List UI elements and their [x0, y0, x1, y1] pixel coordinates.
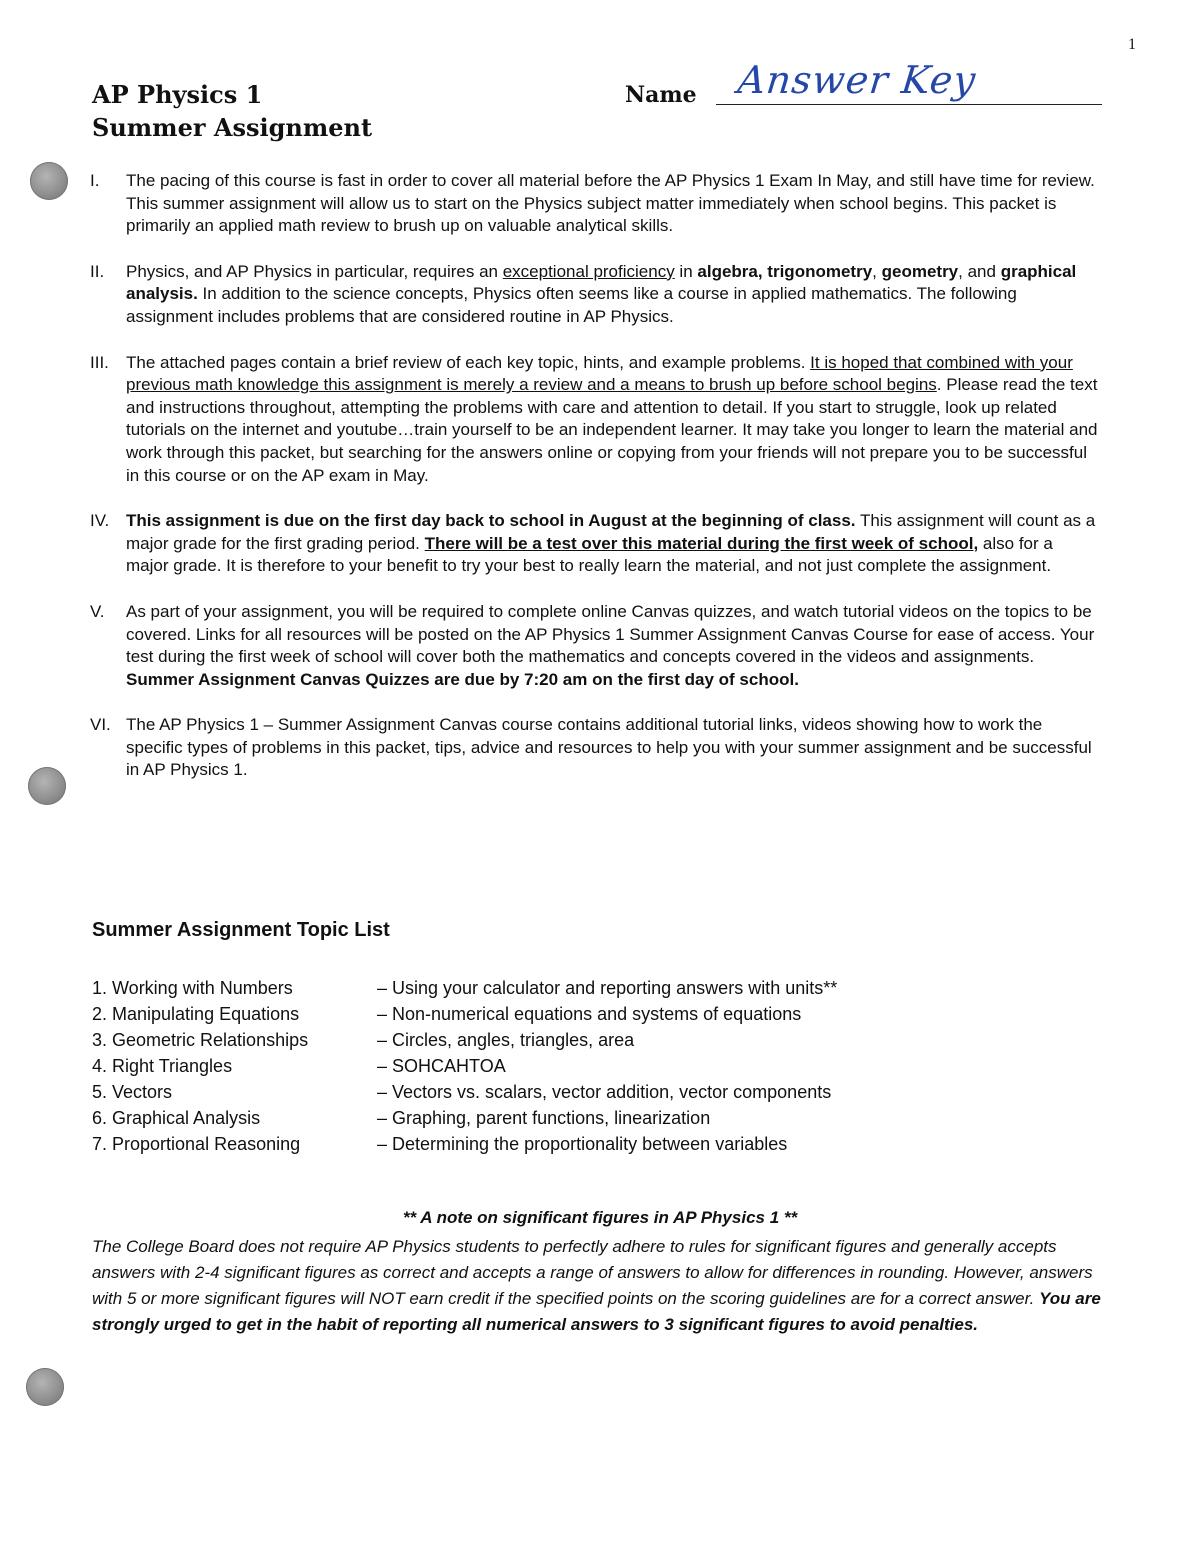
- topic-name: 5. Vectors: [92, 1082, 173, 1102]
- topic-row: [92, 1105, 992, 1131]
- topic-row: [92, 1027, 992, 1053]
- topic-row: [92, 1053, 992, 1079]
- roman-numeral: I.: [90, 171, 100, 190]
- intro-list: [80, 170, 1100, 805]
- intro-text: The AP Physics 1 – Summer Assignment Canvas course contains additional tutorial links, videos showing how to work the specific types of problems in this packet, tips, advice and resources to help you with your summer assignment and be successful in AP Physics 1.: [126, 715, 1092, 780]
- intro-item: [80, 601, 1100, 691]
- topic-description: – Determining the proportionality between variables: [377, 1134, 788, 1154]
- topic-description: – Circles, angles, triangles, area: [377, 1030, 635, 1050]
- topic-name: 4. Right Triangles: [92, 1056, 233, 1076]
- intro-item: [80, 714, 1100, 782]
- bold-phrase: This assignment is due on the first day back to school in August at the beginning of class.: [126, 511, 856, 531]
- intro-item: [80, 261, 1100, 329]
- roman-numeral: VI.: [90, 715, 111, 735]
- bold-phrase: Summer Assignment Canvas Quizzes are due by 7:20 am on the first day of school.: [126, 669, 799, 689]
- topic-list-heading: Summer Assignment Topic List: [92, 919, 390, 941]
- name-label: Name: [625, 82, 697, 108]
- roman-numeral: IV.: [90, 511, 110, 531]
- hole-punch: [26, 1368, 64, 1406]
- bold-phrase: graphical analysis.: [126, 261, 1077, 304]
- sig-fig-note-body: The College Board does not require AP Physics students to perfectly adhere to rules for significant figures and generally accepts answers with 2-4 significant figures as correct and accepts a range of answers to allow for differences in rounding. However, answers with 5 or more significant figures will NOT earn credit if the specified points on the scoring guidelines are for a correct answer. You are strongly urged to get in the habit of reporting all numerical answers to 3 significant figures to avoid penalties.: [92, 1237, 1101, 1334]
- intro-text: This assignment is due on the first day back to school in August at the beginning of class. This assignment will count as a major grade for the first grading period. There will be a test over this material during the first week of school, also for a major grade. It is therefore to your benefit to try your best to really learn the material, and not just complete the assignment.: [126, 511, 1096, 576]
- intro-text: As part of your assignment, you will be required to complete online Canvas quizzes, and watch tutorial videos on the topics to be covered. Links for all resources will be posted on the AP Physics 1 Summer Assignment Canvas Course for ease of access. Your test during the first week of school will cover both the mathematics and concepts covered in the videos and assignments. Summer Assignment Canvas Quizzes are due by 7:20 am on the first day of school.: [126, 601, 1095, 689]
- handwritten-name: Answer Key: [735, 58, 979, 102]
- underlined-phrase: exceptional proficiency: [502, 261, 675, 281]
- topic-name: 1. Working with Numbers: [92, 978, 293, 998]
- roman-numeral: II.: [90, 261, 105, 281]
- topic-name: 6. Graphical Analysis: [92, 1108, 261, 1128]
- topic-name: 7. Proportional Reasoning: [92, 1134, 301, 1154]
- intro-text: Physics, and AP Physics in particular, requires an exceptional proficiency in algebra, trigonometry, geometry, and graphical analysis. In addition to the science concepts, Physics often seems like a course in applied mathematics. The following assignment includes problems that are considered routine in AP Physics.: [126, 261, 1077, 326]
- topic-description: – Vectors vs. scalars, vector addition, vector components: [377, 1082, 832, 1102]
- hole-punch: [30, 162, 68, 200]
- topic-description: – SOHCAHTOA: [377, 1056, 506, 1076]
- topic-description: – Using your calculator and reporting answers with units**: [377, 978, 838, 998]
- topic-row: [92, 1001, 992, 1027]
- topic-name: 2. Manipulating Equations: [92, 1004, 300, 1024]
- topic-name: 3. Geometric Relationships: [92, 1030, 309, 1050]
- topic-description: – Graphing, parent functions, linearization: [377, 1108, 711, 1128]
- bold-phrase: geometry: [881, 261, 959, 281]
- roman-numeral: V.: [90, 601, 105, 621]
- name-underline: [716, 104, 1102, 105]
- intro-item: [80, 352, 1100, 488]
- underlined-phrase: It is hoped that combined with your previous math knowledge this assignment is merely a review and a means to brush up before school begins: [126, 352, 1073, 395]
- intro-item: [80, 510, 1100, 578]
- page-number: 1: [1128, 36, 1136, 53]
- bold-phrase: You are strongly urged to get in the habit of reporting all numerical answers to 3 significant figures to avoid penalties.: [92, 1289, 1101, 1334]
- topic-row: [92, 1079, 992, 1105]
- sig-fig-note-heading: ** A note on significant figures in AP Physics 1 **: [402, 1208, 798, 1227]
- bold-phrase: algebra, trigonometry: [697, 261, 873, 281]
- course-title: AP Physics 1: [92, 80, 263, 109]
- hole-punch: [28, 767, 66, 805]
- assignment-subtitle: Summer Assignment: [92, 113, 373, 142]
- topic-list: [92, 975, 992, 1157]
- title-block: [92, 78, 372, 144]
- roman-numeral: III.: [90, 352, 109, 372]
- topic-row: [92, 975, 992, 1001]
- topic-description: – Non-numerical equations and systems of equations: [377, 1004, 802, 1024]
- intro-text: The attached pages contain a brief review of each key topic, hints, and example problems. It is hoped that combined with your previous math knowledge this assignment is merely a review and a means to brush up before school begins. Please read the text and instructions throughout, attempting the problems with care and attention to detail. If you start to struggle, look up related tutorials on the internet and youtube…train yourself to be an independent learner. It may take you longer to learn the material and work through this packet, but searching for the answers online or copying from your friends will not prepare you to be successful in this course or on the AP exam in May.: [126, 352, 1098, 485]
- topic-row: [92, 1131, 992, 1157]
- bold-underlined-phrase: There will be a test over this material during the first week of school,: [424, 533, 979, 553]
- intro-item: [80, 170, 1100, 238]
- intro-text: The pacing of this course is fast in order to cover all material before the AP Physics 1 Exam In May, and still have time for review. This summer assignment will allow us to start on the Physics subject matter immediately when school begins. This packet is primarily an applied math review to brush up on valuable analytical skills.: [126, 171, 1095, 236]
